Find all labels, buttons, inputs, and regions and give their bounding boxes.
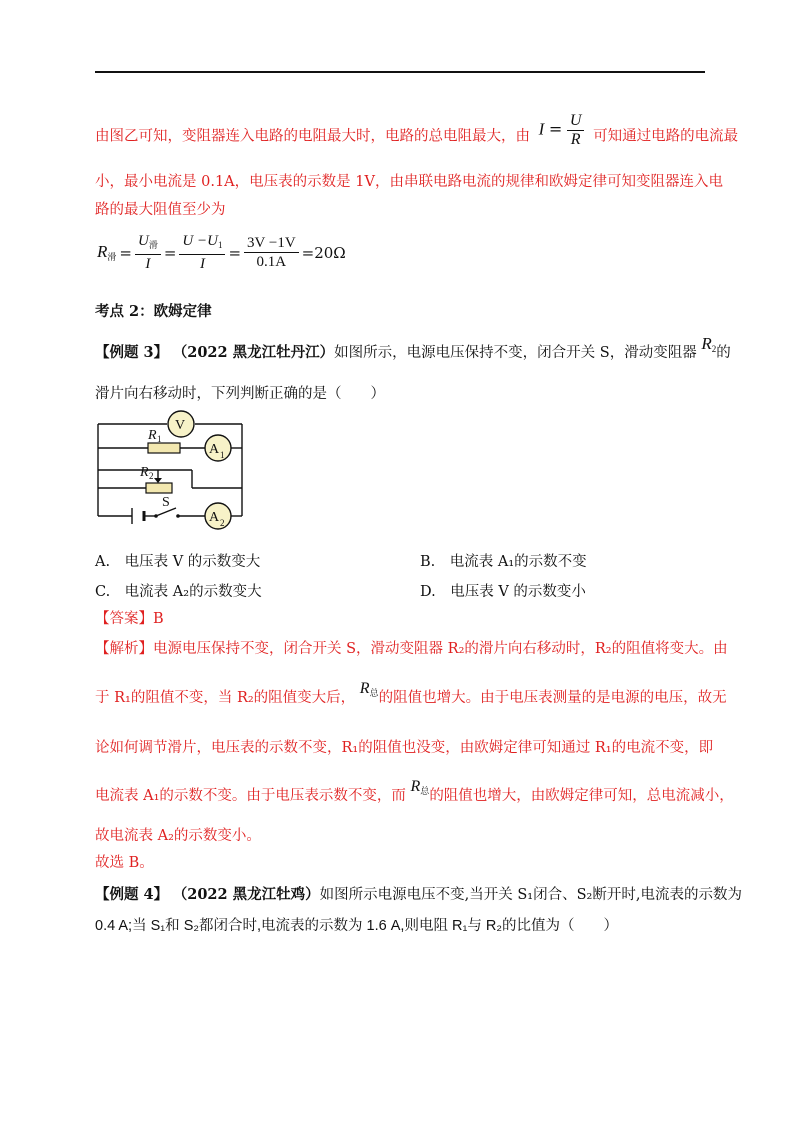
r-total-symbol: R bbox=[359, 680, 370, 697]
option-d: D. 电压表 V 的示数变小 bbox=[420, 584, 586, 600]
eq-result: =20Ω bbox=[301, 243, 346, 262]
analysis-line-1 bbox=[95, 639, 728, 659]
example3-source: （2022 黑龙江牡丹江） bbox=[172, 344, 335, 361]
analysis-text: 于 R₁的阻值不变，当 R₂的阻值变大后， bbox=[95, 690, 356, 706]
r2-symbol: R bbox=[701, 334, 712, 353]
eq-f1-num: U bbox=[137, 233, 149, 249]
r1-sub: 1 bbox=[157, 434, 162, 444]
conclusion: 故选 B。 bbox=[95, 855, 154, 871]
analysis-text: 的阻值也增大，由欧姆定律可知，总电流减小， bbox=[429, 788, 734, 804]
r-total-sub: 总 bbox=[369, 688, 379, 698]
solution-line-1 bbox=[95, 112, 739, 155]
circuit-diagram bbox=[92, 408, 252, 532]
ammeter-a2-label: A bbox=[209, 510, 220, 525]
solution-line-3: 路的最大阻值至少为 bbox=[95, 202, 226, 218]
formula-denominator: R bbox=[570, 131, 581, 148]
eq-R-sub: 滑 bbox=[107, 252, 117, 262]
r2-resistor-symbol bbox=[146, 483, 172, 493]
example4-text: 如图所示电源电压不变,当开关 S₁闭合、S₂断开时,电流表的示数为 bbox=[319, 887, 742, 903]
analysis-line-2 bbox=[95, 680, 727, 712]
eq-f1-den: I bbox=[145, 256, 151, 272]
r1-label: R bbox=[148, 428, 157, 443]
analysis-line-3: 论如何调节滑片，电压表的示数不变，R₁的阻值也没变，由欧姆定律可知通过 R₁的电流不变，即 bbox=[95, 740, 714, 756]
max-resistance-equation: $R_滑$ = $\frac{U_滑}{I}$ = $\frac{U -U_1}{I}$ = $\frac{3V -1V}{0.1A}$ =20Ω bbox=[97, 233, 346, 272]
analysis-text: 电源电压保持不变，闭合开关 S，滑动变阻器 R₂的滑片向右移动时，R₂的阻值将变大。由 bbox=[153, 641, 728, 657]
r2-symbol-sub: 2 bbox=[711, 344, 717, 354]
solution-text: 由图乙可知，变阻器连入电路的电阻最大时，电路的总电阻最大，由 bbox=[95, 128, 530, 145]
r-total-sub: 总 bbox=[420, 786, 430, 796]
solution-line-2: 小，最小电流是 0.1A，电压表的示数是 1V，由串联电路电流的规律和欧姆定律可知变阻器连入电 bbox=[95, 174, 723, 190]
example4-tag: 【例题 4】 bbox=[95, 886, 169, 903]
section-title: 考点 2：欧姆定律 bbox=[95, 303, 212, 320]
option-c: C. 电流表 A₂的示数变大 bbox=[95, 584, 262, 600]
voltmeter-label: V bbox=[175, 418, 186, 433]
analysis-tag: 【解析】 bbox=[95, 641, 153, 657]
formula-I: I bbox=[538, 119, 545, 139]
eq-f1-num-sub: 滑 bbox=[148, 240, 158, 250]
example3-line-1 bbox=[95, 334, 731, 367]
example3-line-2: 滑片向右移动时，下列判断正确的是（ ） bbox=[95, 386, 385, 402]
r2-label: R bbox=[140, 465, 149, 480]
eq-f2-num: U −U bbox=[182, 233, 218, 249]
formula-numerator: U bbox=[567, 112, 585, 131]
eq-f3-num: 3V −1V bbox=[244, 234, 299, 253]
analysis-line-5: 故电流表 A₂的示数变小。 bbox=[95, 828, 261, 844]
r2-sub: 2 bbox=[149, 471, 154, 481]
analysis-text: 电流表 A₁的示数不变。由于电压表示数不变，而 bbox=[95, 788, 406, 804]
example4-line-2: 0.4 A;当 S₁和 S₂都闭合时,电流表的示数为 1.6 A,则电阻 R₁与 R₂的比值为（ ） bbox=[95, 918, 618, 934]
analysis-text: 的阻值也增大。由于电压表测量的是电源的电压，故无 bbox=[378, 690, 727, 706]
example3-tag: 【例题 3】 bbox=[95, 344, 169, 361]
ohm-formula: I = $\frac{U}{R}$ bbox=[539, 112, 585, 149]
option-a: A. 电压表 V 的示数变大 bbox=[95, 554, 261, 570]
example3-text-end: 的 bbox=[716, 345, 731, 361]
switch-label: S bbox=[162, 495, 170, 510]
ammeter-a1-label: A bbox=[209, 442, 220, 457]
ammeter-a2-sub: 2 bbox=[220, 518, 225, 528]
eq-R: R bbox=[97, 242, 108, 261]
r-total-symbol: R bbox=[410, 778, 421, 795]
analysis-line-4 bbox=[95, 778, 734, 810]
eq-f2-den: I bbox=[199, 256, 205, 272]
example4-line-1 bbox=[95, 885, 742, 905]
example4-source: （2022 黑龙江牡鸡） bbox=[172, 886, 320, 903]
ammeter-a1-sub: 1 bbox=[220, 450, 225, 460]
eq-f3-den: 0.1A bbox=[256, 254, 287, 270]
option-b: B. 电流表 A₁的示数不变 bbox=[420, 554, 587, 570]
header-rule bbox=[95, 71, 705, 73]
example3-text: 如图所示，电源电压保持不变，闭合开关 S，滑动变阻器 bbox=[334, 345, 697, 361]
r1-resistor-symbol bbox=[148, 443, 180, 453]
solution-text: 可知通过电路的电流最 bbox=[593, 128, 739, 145]
answer-label: 【答案】B bbox=[95, 611, 164, 627]
eq-f2-num-sub: 1 bbox=[217, 240, 223, 250]
